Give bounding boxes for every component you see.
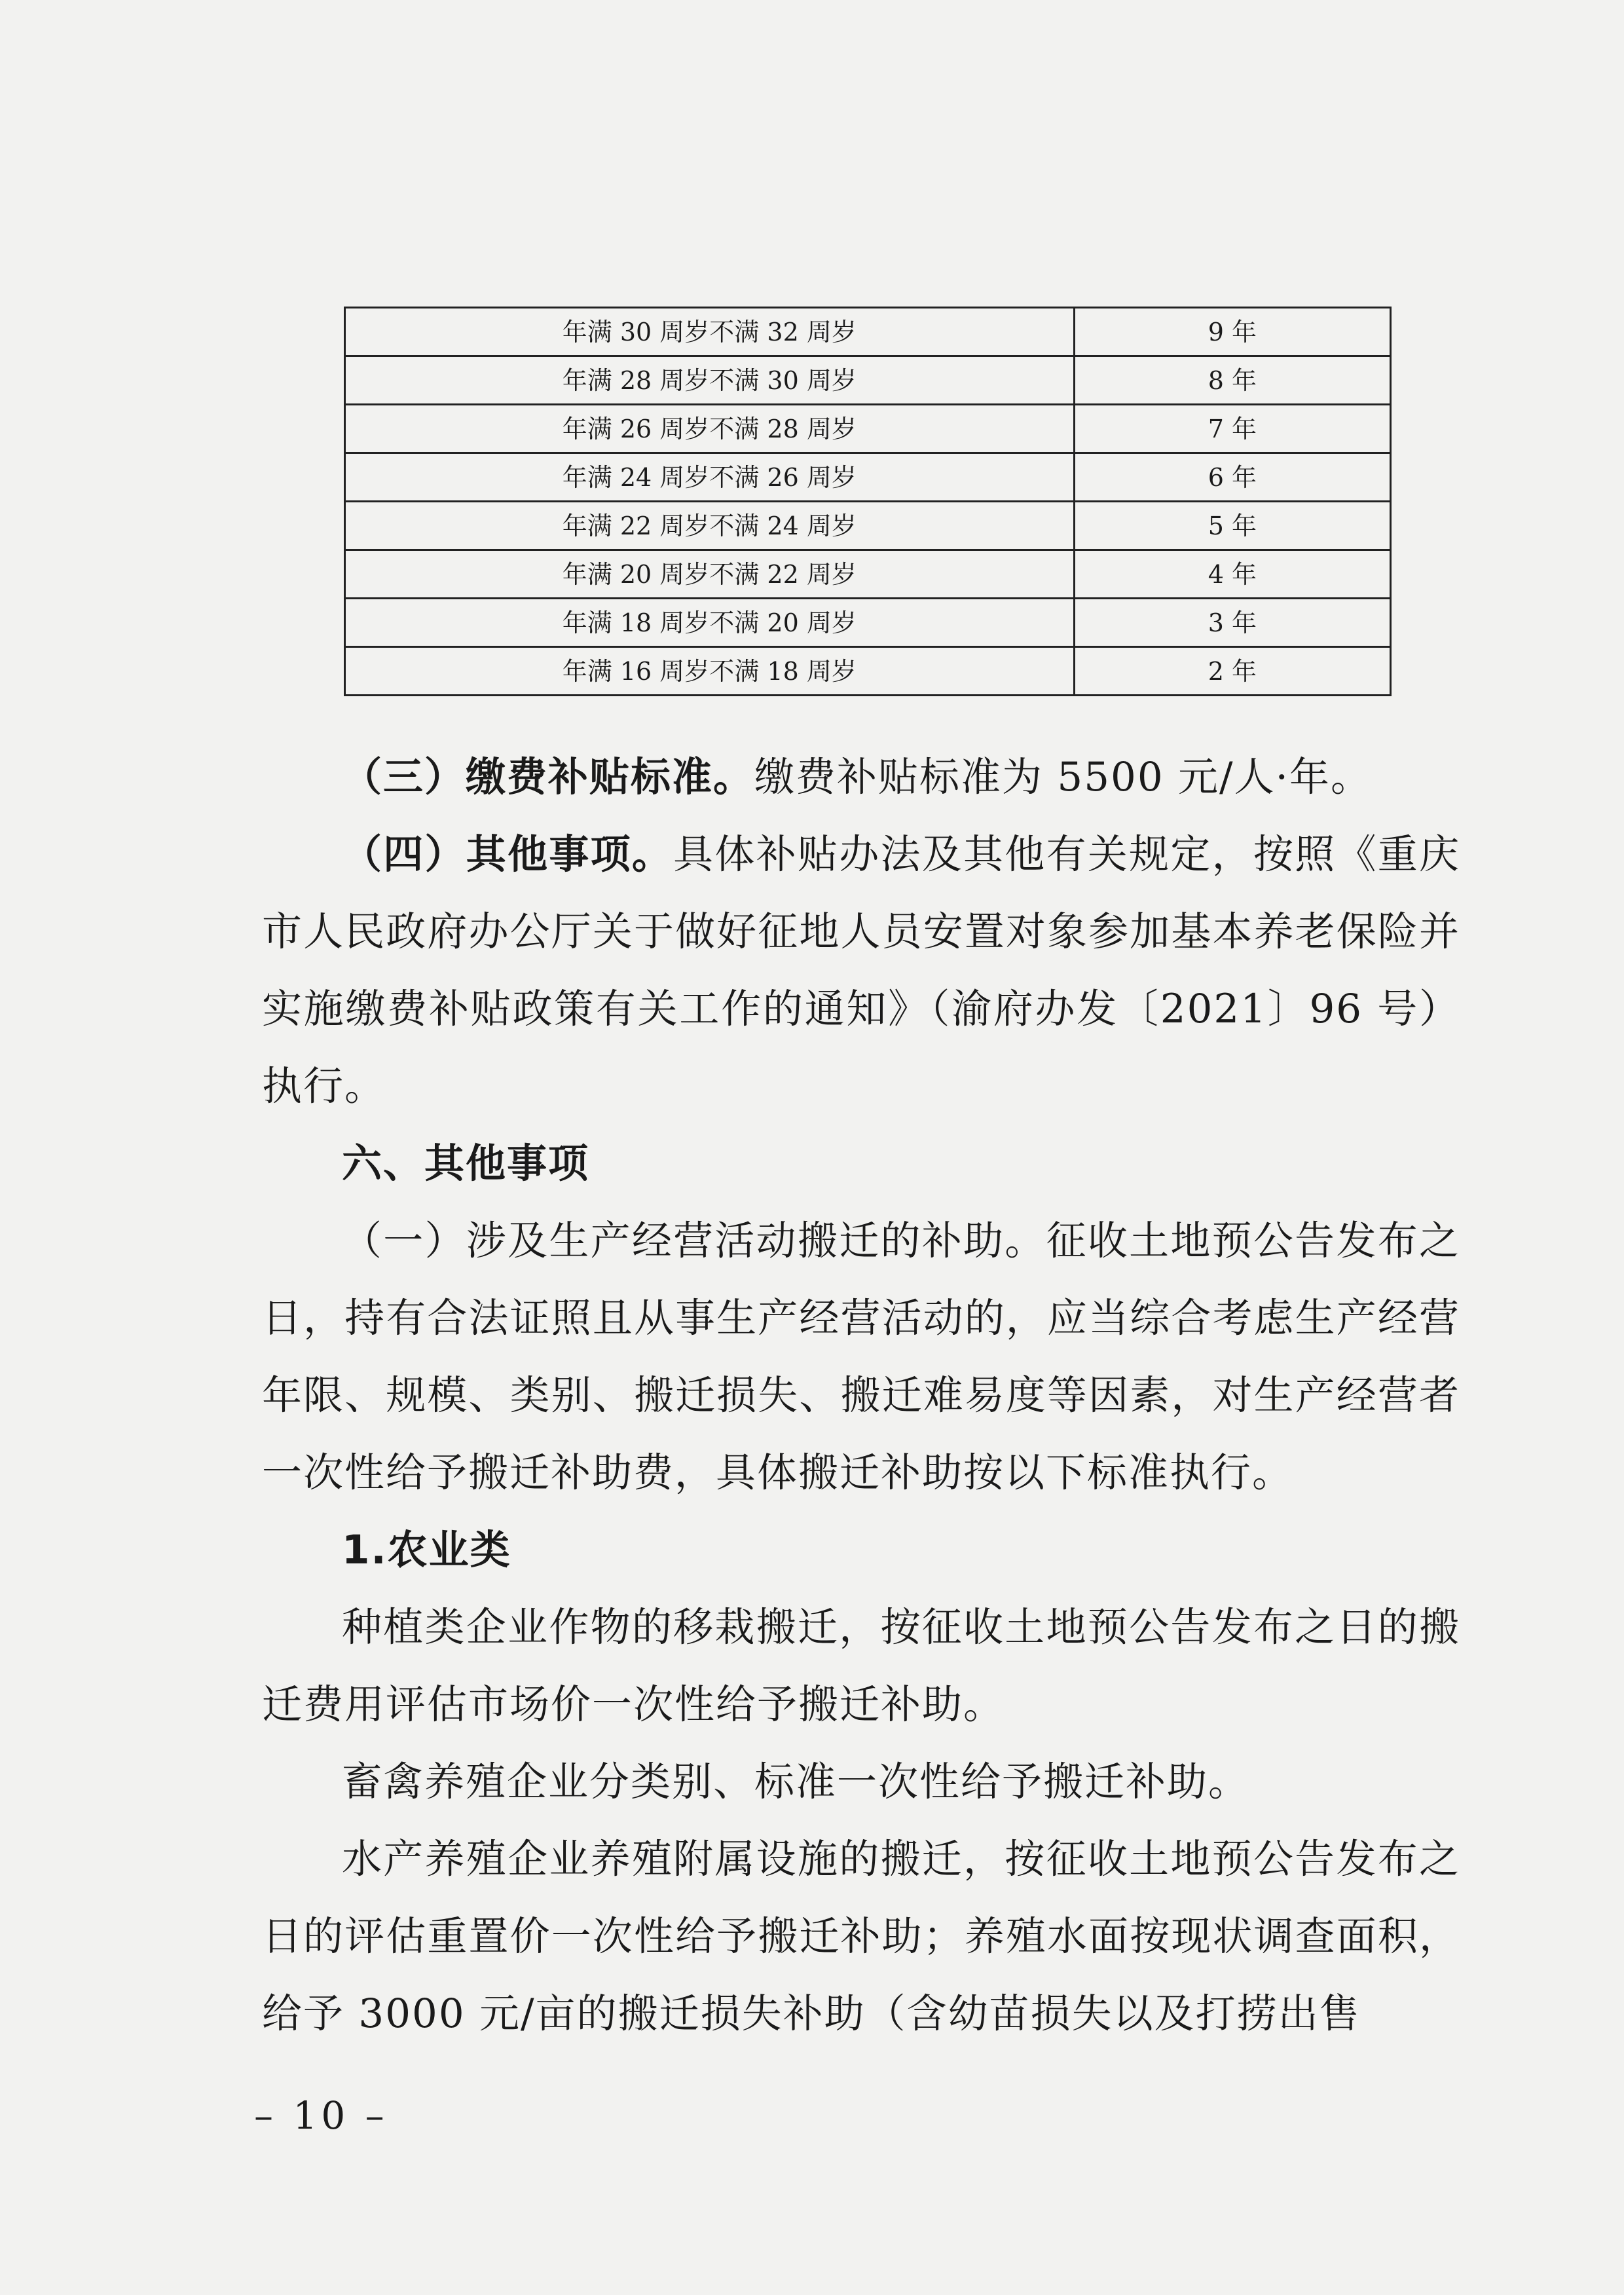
age-range-cell: 年满 20 周岁不满 22 周岁: [345, 550, 1075, 599]
subsidy-years-cell: 6 年: [1074, 453, 1390, 502]
age-range-cell: 年满 28 周岁不满 30 周岁: [345, 356, 1075, 405]
age-range-cell: 年满 18 周岁不满 20 周岁: [345, 599, 1075, 647]
body-text: [262, 739, 1460, 2053]
subheading-agriculture: 1.农业类: [342, 1527, 511, 1573]
table-row: [345, 308, 1391, 356]
section-3-body: 缴费补贴标准为 5500 元/人·年。: [754, 754, 1372, 800]
subsidy-years-cell: 8 年: [1074, 356, 1390, 405]
age-range-cell: 年满 26 周岁不满 28 周岁: [345, 405, 1075, 453]
section-3-lead: （三）缴费补贴标准。: [342, 754, 755, 800]
section-4-body: 具体补贴办法及其他有关规定，按照《重庆市人民政府办公厅关于做好征地人员安置对象参加基本养老保险并实施缴费补贴政策有关工作的通知》（渝府办发〔2021〕96 号）执行。: [262, 831, 1460, 1110]
paragraph-livestock: 畜禽养殖企业分类别、标准一次性给予搬迁补助。: [342, 1759, 1250, 1805]
table-row: [345, 550, 1391, 599]
table-row: [345, 356, 1391, 405]
section-4-lead: （四）其他事项。: [342, 831, 674, 878]
paragraph-section-4: [262, 816, 1460, 1125]
paragraph-relocation-subsidy: （一）涉及生产经营活动搬迁的补助。征收土地预公告发布之日，持有合法证照且从事生产经营活动的，应当综合考虑生产经营年限、规模、类别、搬迁损失、搬迁难易度等因素，对生产经营者一次性给予搬迁补助费，具体搬迁补助按以下标准执行。: [262, 1218, 1460, 1496]
age-range-cell: 年满 16 周岁不满 18 周岁: [345, 647, 1075, 696]
paragraph-planting: 种植类企业作物的移栽搬迁，按征收土地预公告发布之日的搬迁费用评估市场价一次性给予搬迁补助。: [262, 1604, 1460, 1728]
age-range-cell: 年满 24 周岁不满 26 周岁: [345, 453, 1075, 502]
table-row: [345, 599, 1391, 647]
table-row: [345, 502, 1391, 550]
table-row: [345, 453, 1391, 502]
page-number: – 10 –: [254, 2093, 388, 2138]
heading-section-6: 六、其他事项: [342, 1140, 590, 1187]
subsidy-years-cell: 7 年: [1074, 405, 1390, 453]
age-range-cell: 年满 30 周岁不满 32 周岁: [345, 308, 1075, 356]
paragraph-section-3: [262, 739, 1460, 816]
table-row: [345, 405, 1391, 453]
table-row: [345, 647, 1391, 696]
subsidy-years-table: [344, 307, 1392, 696]
age-range-cell: 年满 22 周岁不满 24 周岁: [345, 502, 1075, 550]
subsidy-years-cell: 3 年: [1074, 599, 1390, 647]
subsidy-years-cell: 4 年: [1074, 550, 1390, 599]
subsidy-years-cell: 9 年: [1074, 308, 1390, 356]
subsidy-years-cell: 5 年: [1074, 502, 1390, 550]
paragraph-aquaculture: 水产养殖企业养殖附属设施的搬迁，按征收土地预公告发布之日的评估重置价一次性给予搬迁补助；养殖水面按现状调查面积，给予 3000 元/亩的搬迁损失补助（含幼苗损失以及打捞出售: [262, 1836, 1460, 2037]
subsidy-years-cell: 2 年: [1074, 647, 1390, 696]
